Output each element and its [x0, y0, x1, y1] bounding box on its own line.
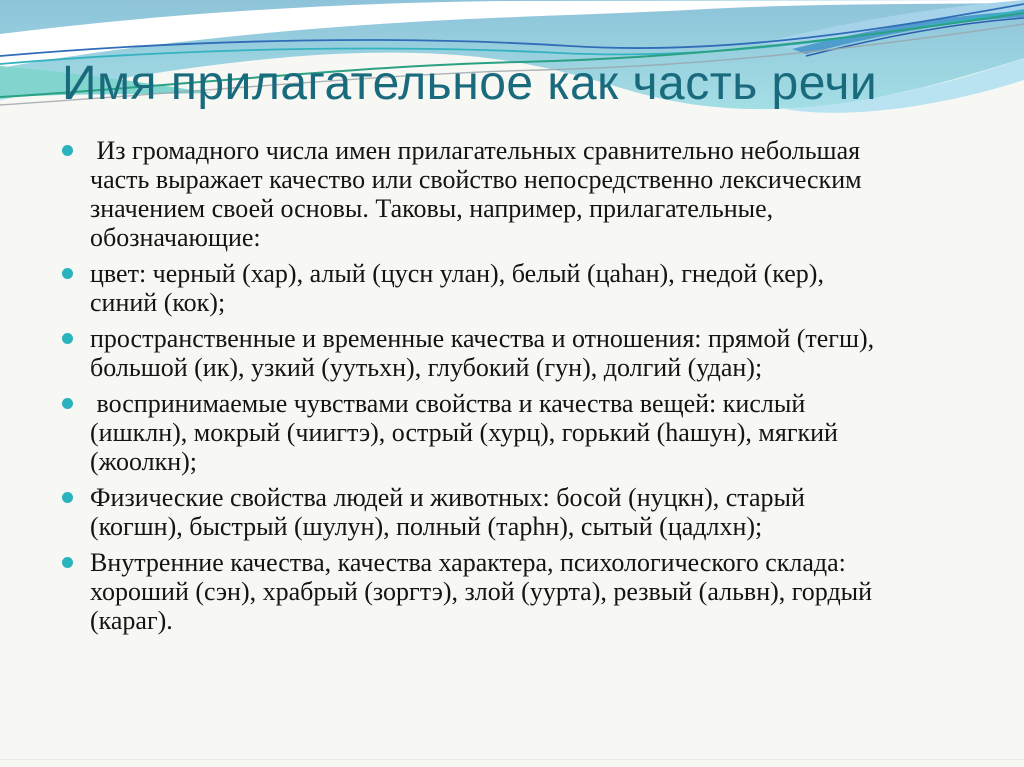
list-item	[60, 136, 900, 252]
bullet-icon	[62, 333, 73, 344]
bullet-text: Из громадного числа имен прилагательных сравнительно небольшая часть выражает качество или свойство непосредственно лексическим значением своей основы. Таковы, например, прилагательные, обозначающие:	[90, 136, 869, 252]
bullet-icon	[62, 398, 73, 409]
bullet-icon	[62, 268, 73, 279]
list-item	[60, 324, 900, 382]
slide-body	[60, 136, 900, 642]
bullet-text: цвет: черный (хар), алый (цусн улан), белый (цаһан), гнедой (кер), синий (кок);	[90, 259, 831, 317]
list-item	[60, 389, 900, 476]
bullet-text: пространственные и временные качества и отношения: прямой (тегш), большой (ик), узкий (уутьхн), глубокий (гун), долгий (удан);	[90, 324, 881, 382]
list-item	[60, 548, 900, 635]
bullet-icon	[62, 492, 73, 503]
slide-bottom-edge	[0, 759, 1024, 760]
bullet-text: Внутренние качества, качества характера, психологического склада: хороший (сэн), храбрый (зоргтэ), злой (уурта), резвый (альвн), гордый (караг).	[90, 548, 879, 635]
list-item	[60, 259, 900, 317]
bullet-icon	[62, 557, 73, 568]
bullet-text: Физические свойства людей и животных: босой (нуцкн), старый (когшн), быстрый (шулун), полный (тарһн), сытый (цадлхн);	[90, 483, 812, 541]
bullet-icon	[62, 145, 73, 156]
bullet-text: воспринимаемые чувствами свойства и качества вещей: кислый (ишклн), мокрый (чиигтэ), острый (хурц), горький (һашун), мягкий (жоолкн);	[90, 389, 845, 476]
bullet-list	[60, 136, 900, 635]
slide-title: Имя прилагательное как часть речи	[62, 57, 878, 110]
list-item	[60, 483, 900, 541]
